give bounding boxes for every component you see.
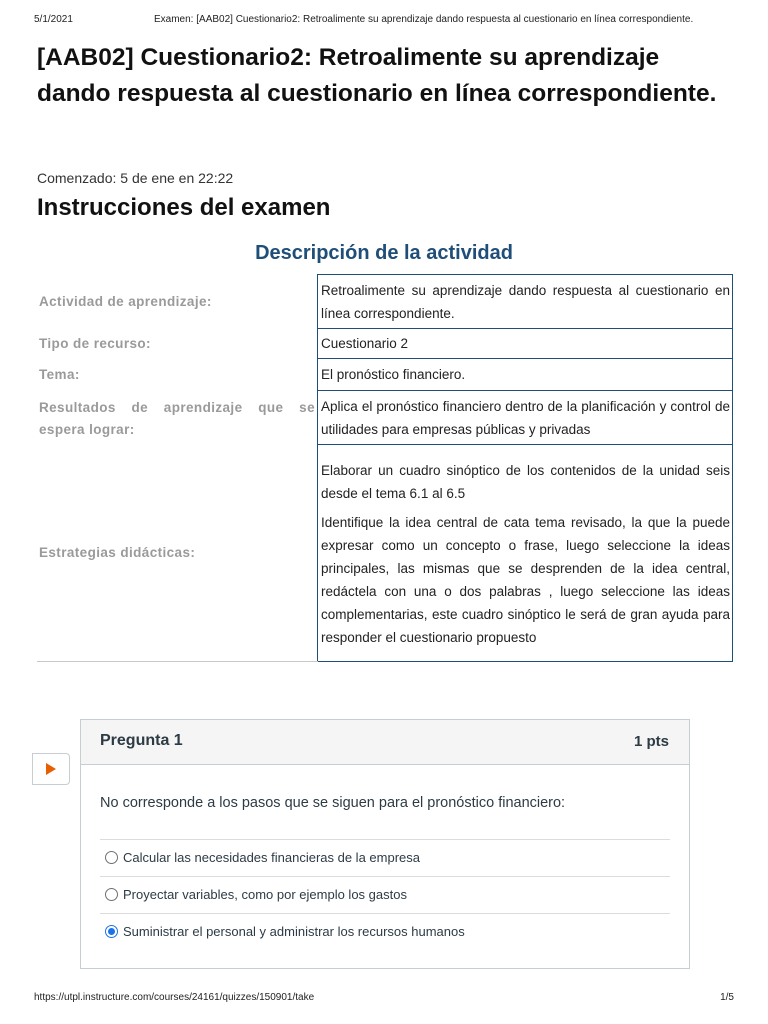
answer-label[interactable]: Calcular las necesidades financieras de la empresa [123, 850, 420, 865]
answer-label[interactable]: Suministrar el personal y administrar los recursos humanos [123, 924, 465, 939]
activity-row [37, 329, 733, 359]
print-date: 5/1/2021 [34, 14, 73, 25]
answer-option[interactable] [100, 839, 670, 876]
print-header [34, 14, 734, 30]
radio-button[interactable] [105, 925, 118, 938]
activity-row-label: Estrategias didácticas: [37, 445, 318, 662]
activity-row-value: Cuestionario 2 [318, 329, 733, 359]
activity-row-value: Retroalimente su aprendizaje dando respuesta al cuestionario en línea correspondiente. [318, 275, 733, 329]
activity-row-value [318, 445, 733, 662]
question-text: No corresponde a los pasos que se siguen para el pronóstico financiero: [100, 795, 566, 811]
started-timestamp: Comenzado: 5 de ene en 22:22 [37, 170, 234, 186]
print-page-number: 1/5 [720, 992, 734, 1003]
print-footer [34, 992, 734, 1008]
question-header [81, 720, 689, 765]
answer-label[interactable]: Proyectar variables, como por ejemplo los gastos [123, 887, 407, 902]
strategy-paragraph: Identifique la idea central de cata tema revisado, la que la puede expresar como un concepto o frase, luego seleccione la ideas principales, las mismas que se desprenden de la idea central, redáctela con una o dos palabras , luego seleccione las ideas complementarias, este cuadro sinóptico le será de gran ayuda para responder el cuestionario propuesto [321, 515, 730, 645]
quiz-title: [AAB02] Cuestionario2: Retroalimente su aprendizaje dando respuesta al cuestionario en línea correspondiente. [37, 44, 717, 107]
answer-list [100, 839, 670, 950]
activity-row [37, 359, 733, 391]
question-name: Pregunta 1 [100, 732, 183, 749]
activity-row [37, 391, 733, 445]
question-points: 1 pts [633, 733, 669, 750]
activity-row-label: Tema: [39, 367, 80, 382]
instructions-heading: Instrucciones del examen [37, 194, 331, 221]
activity-row-label: Actividad de aprendizaje: [39, 294, 212, 309]
print-document-title: Examen: [AAB02] Cuestionario2: Retroalimente su aprendizaje dando respuesta al cuestionario en línea correspondiente. [154, 14, 694, 25]
question-marker-button[interactable] [32, 753, 70, 785]
activity-heading: Descripción de la actividad [255, 242, 513, 264]
play-arrow-icon [46, 763, 56, 775]
print-url: https://utpl.instructure.com/courses/24161/quizzes/150901/take [34, 992, 315, 1003]
radio-button[interactable] [105, 851, 118, 864]
activity-row-value: El pronóstico financiero. [318, 359, 733, 391]
radio-button[interactable] [105, 888, 118, 901]
activity-row-label: Resultados de aprendizaje que se espera lograr: [39, 399, 315, 437]
answer-option[interactable] [100, 913, 670, 950]
strategy-paragraph: Elaborar un cuadro sinóptico de los contenidos de la unidad seis desde el tema 6.1 al 6.5 [321, 463, 730, 501]
activity-description-table [37, 274, 733, 662]
question-card [80, 719, 690, 969]
answer-option[interactable] [100, 876, 670, 913]
activity-row-value: Aplica el pronóstico financiero dentro de la planificación y control de utilidades para empresas públicas y privadas [318, 391, 733, 445]
activity-row [37, 445, 733, 662]
activity-row-label: Tipo de recurso: [39, 336, 151, 351]
activity-row [37, 275, 733, 329]
